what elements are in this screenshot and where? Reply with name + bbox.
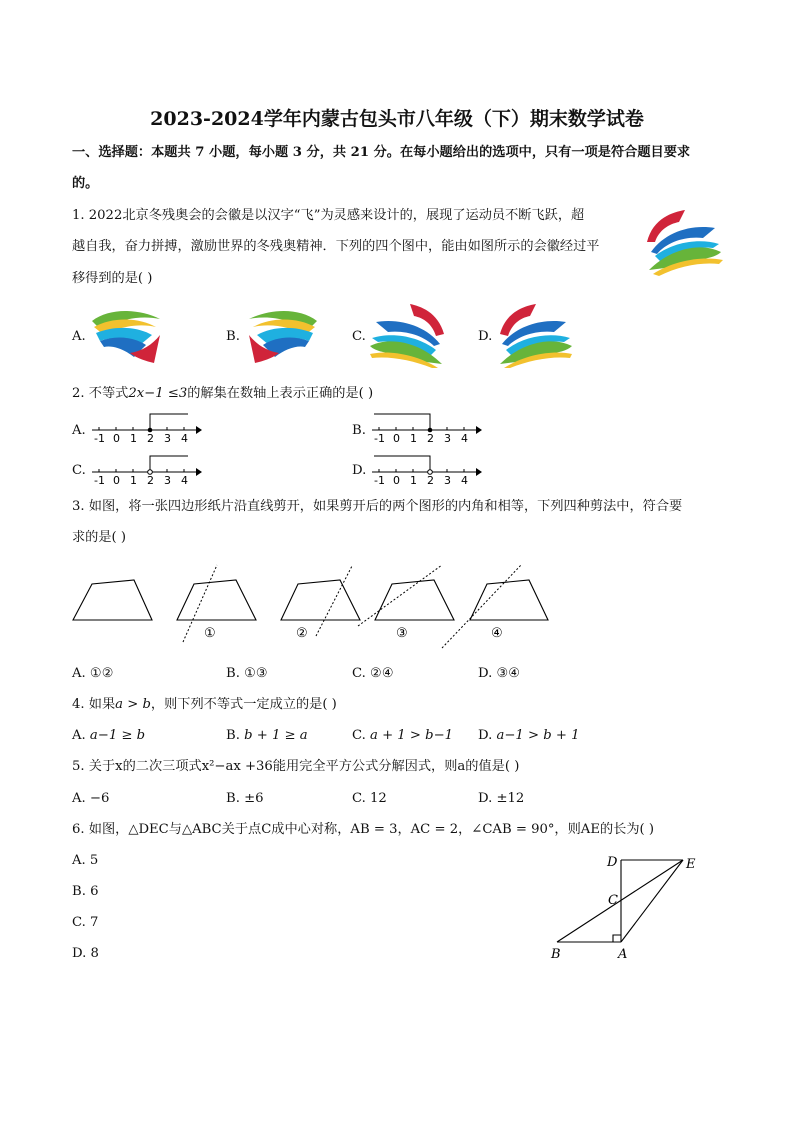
q2-option-b[interactable]: B. (352, 423, 366, 438)
q1-option-d[interactable]: D. (478, 329, 493, 344)
tick-label: 4 (181, 474, 188, 487)
q1-option-b[interactable]: B. (226, 329, 240, 344)
q1-line3: 移得到的是( ) (72, 271, 153, 286)
q2-option-a[interactable]: A. (72, 423, 86, 438)
q3-option-b[interactable]: B. ①③ (226, 666, 268, 681)
q4-stem-suffix: ，则下列不等式一定成立的是( ) (150, 697, 337, 712)
q1-option-a[interactable]: A. (72, 329, 86, 344)
tick-label: 1 (130, 474, 137, 487)
q3-option-a[interactable]: A. ①② (72, 666, 114, 681)
point-label-c: C (608, 893, 618, 908)
tick-label: 0 (113, 432, 120, 445)
tick-label: 3 (164, 432, 171, 445)
q2-option-b-numberline (372, 410, 482, 444)
tick-label: 4 (461, 432, 468, 445)
q5-option-a[interactable]: A. −6 (72, 791, 110, 806)
q6-stem: 6. 如图，△DEC与△ABC关于点C成中心对称，AB = 3，AC = 2，∠CAB = 90°，则AE的长为( ) (72, 822, 655, 837)
section-heading-cont: 的。 (72, 176, 99, 191)
tick-label: 2 (427, 474, 434, 487)
tick-label: -1 (94, 474, 105, 487)
option-expr: a−1 > b + 1 (496, 728, 580, 743)
q5-option-d[interactable]: D. ±12 (478, 791, 525, 806)
q6-option-d[interactable]: D. 8 (72, 946, 99, 961)
q3-line1: 3. 如图，将一张四边形纸片沿直线剪开，如果剪开后的两个图形的内角和相等，下列四种剪法中，符合要 (72, 499, 683, 514)
q1-option-c-image (370, 302, 445, 368)
tick-label: 3 (444, 432, 451, 445)
q4-option-b[interactable] (226, 727, 308, 745)
q1-emblem-image (645, 208, 725, 276)
q6-figure (545, 850, 705, 965)
option-label: D. (478, 728, 493, 743)
emblem-logo (647, 210, 723, 276)
q3-line2: 求的是( ) (72, 530, 127, 545)
q3-option-d[interactable]: D. ③④ (478, 666, 521, 681)
point-label-b: B (551, 947, 561, 962)
tick-label: -1 (94, 432, 105, 445)
q4-stem (72, 696, 337, 714)
q5-option-c[interactable]: C. 12 (352, 791, 387, 806)
q6-option-b[interactable]: B. 6 (72, 884, 99, 899)
point-label-a: A (618, 947, 628, 962)
tick-label: 4 (461, 474, 468, 487)
figure-label: ③ (396, 626, 408, 641)
tick-label: 0 (393, 474, 400, 487)
q2-inequality: 2x−1 ≤3 (128, 386, 188, 401)
tick-label: -1 (374, 474, 385, 487)
q1-line1: 1. 2022北京冬残奥会的会徽是以汉字“飞”为灵感来设计的，展现了运动员不断飞跃，超 (72, 208, 585, 223)
q1-option-b-image (244, 305, 319, 365)
tick-label: -1 (374, 432, 385, 445)
q6-option-a[interactable]: A. 5 (72, 853, 99, 868)
tick-label: 4 (181, 432, 188, 445)
q2-option-c[interactable]: C. (72, 463, 86, 478)
option-expr: a + 1 > b−1 (370, 728, 454, 743)
page-title: 2023-2024学年内蒙古包头市八年级（下）期末数学试卷 (150, 108, 644, 130)
q1-option-a-image (90, 305, 165, 365)
tick-label: 2 (147, 474, 154, 487)
option-expr: a−1 ≥ b (89, 728, 146, 743)
point-label-e: E (686, 857, 696, 872)
tick-label: 0 (113, 474, 120, 487)
tick-label: 1 (410, 474, 417, 487)
option-label: B. (226, 728, 240, 743)
q4-condition: a > b (115, 697, 151, 712)
option-label: A. (72, 728, 86, 743)
q3-option-c[interactable]: C. ②④ (352, 666, 394, 681)
q1-line2: 越自我，奋力拼搏，激励世界的冬残奥精神．下列的四个图中，能由如图所示的会徽经过平 (72, 239, 600, 254)
q2-option-a-numberline (92, 410, 202, 444)
option-expr: b + 1 ≥ a (244, 728, 308, 743)
figure-label: ④ (491, 626, 503, 641)
q5-option-b[interactable]: B. ±6 (226, 791, 264, 806)
tick-label: 0 (393, 432, 400, 445)
q6-option-c[interactable]: C. 7 (72, 915, 99, 930)
q4-option-c[interactable] (352, 727, 453, 745)
q4-option-d[interactable] (478, 727, 580, 745)
tick-label: 3 (444, 474, 451, 487)
tick-label: 2 (147, 432, 154, 445)
tick-label: 1 (130, 432, 137, 445)
tick-label: 3 (164, 474, 171, 487)
q2-stem-suffix: 的解集在数轴上表示正确的是( ) (187, 386, 374, 401)
q2-option-d-numberline (372, 452, 482, 486)
section-heading: 一、选择题：本题共 7 小题，每小题 3 分，共 21 分。在每小题给出的选项中，只有一项是符合题目要求 (72, 145, 691, 160)
q4-stem-prefix: 4. 如果 (72, 697, 116, 712)
tick-label: 2 (427, 432, 434, 445)
figure-label: ② (296, 626, 308, 641)
option-label: C. (352, 728, 366, 743)
q2-option-c-numberline (92, 452, 202, 486)
q2-stem-prefix: 2. 不等式 (72, 386, 129, 401)
q1-option-d-image (496, 302, 571, 368)
q1-option-c[interactable]: C. (352, 329, 366, 344)
figure-label: ① (204, 626, 216, 641)
q2-stem (72, 385, 373, 403)
q5-stem: 5. 关于x的二次三项式x²−ax +36能用完全平方公式分解因式，则a的值是( ) (72, 759, 520, 774)
q3-figures (70, 560, 560, 655)
q4-option-a[interactable] (72, 727, 145, 745)
q2-option-d[interactable]: D. (352, 463, 367, 478)
point-label-d: D (607, 855, 618, 870)
tick-label: 1 (410, 432, 417, 445)
